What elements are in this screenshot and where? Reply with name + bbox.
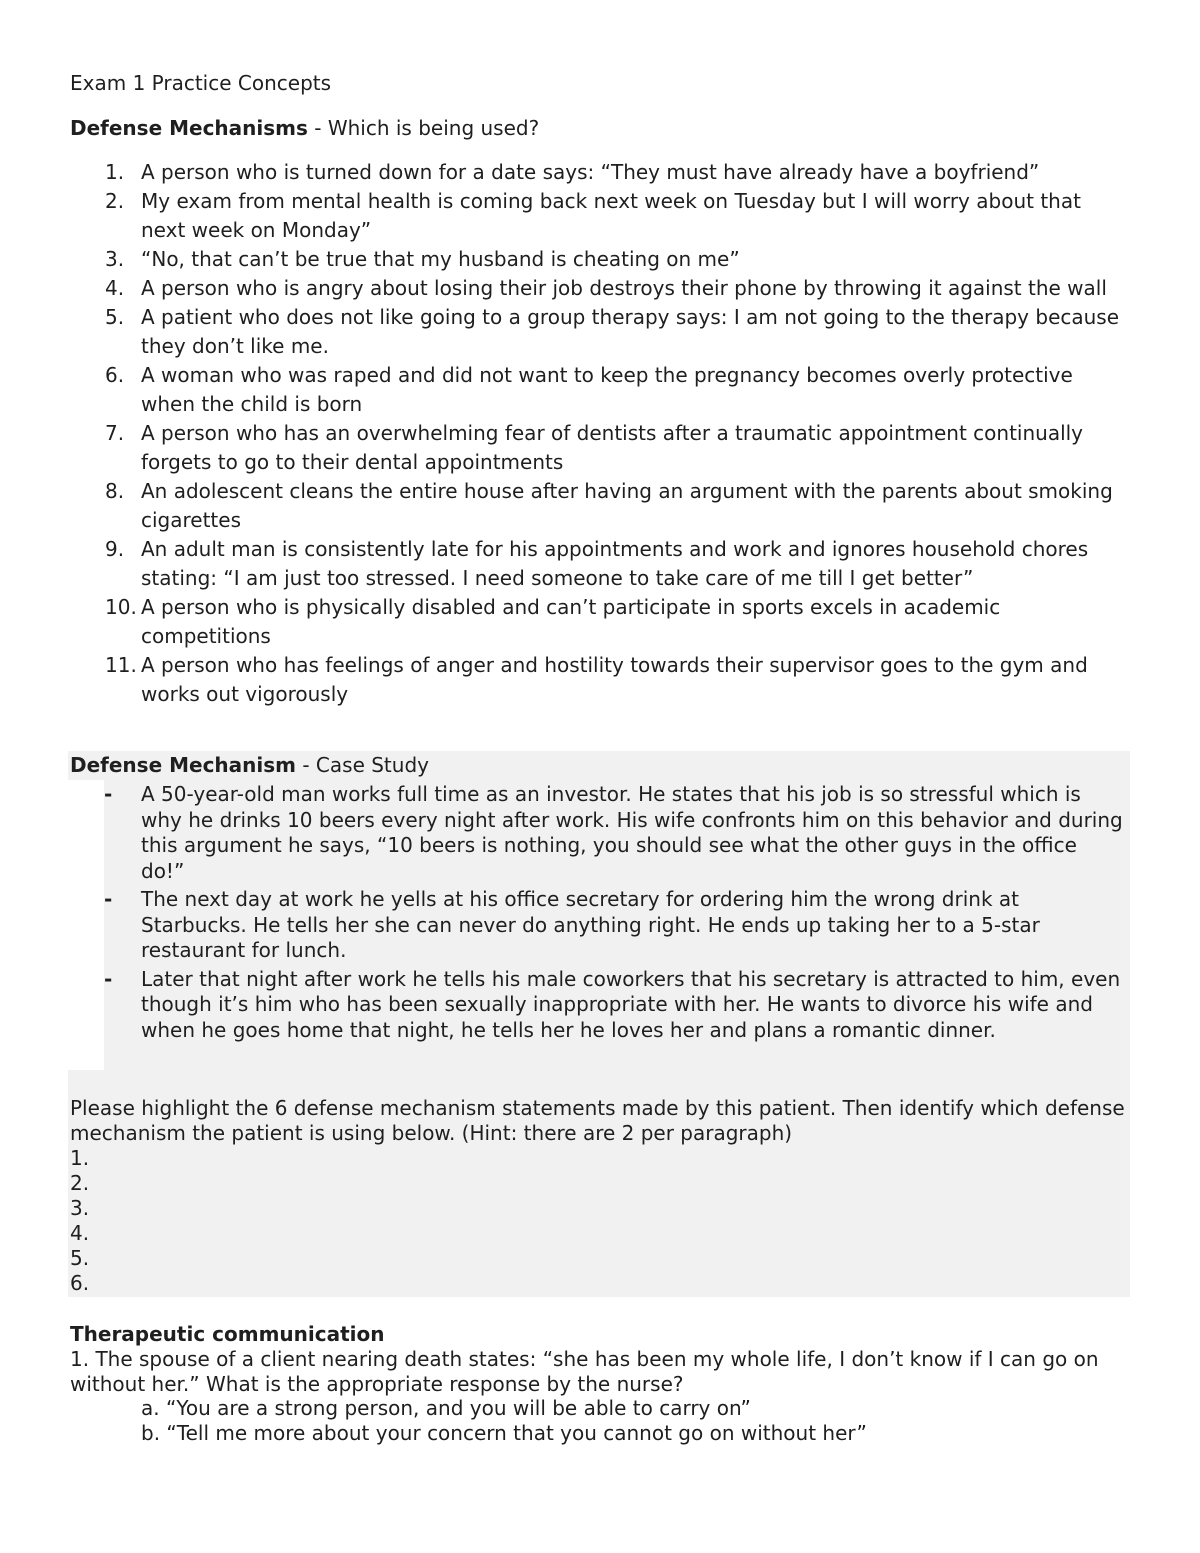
question-number: 9. xyxy=(105,537,125,561)
question-number: 6. xyxy=(105,363,125,387)
dash-bullet-icon: - xyxy=(104,966,113,991)
question-number: 10. xyxy=(105,595,137,619)
defense-mechanisms-heading xyxy=(70,115,539,141)
dash-bullet-icon: - xyxy=(104,782,113,806)
answer-line-number: 2. xyxy=(70,1171,90,1195)
defense-mechanisms-heading-subtitle: - Which is being used? xyxy=(307,116,540,140)
case-study-answer-list xyxy=(70,1146,89,1296)
case-study-instructions: Please highlight the 6 defense mechanism statements made by this patient. Then identify which defense mechanism the patient is using below. (Hint: there are 2 per paragraph) xyxy=(70,1096,1125,1145)
question-number: 7. xyxy=(105,421,125,445)
answer-option: a. “You are a strong person, and you will be able to carry on” xyxy=(141,1396,751,1420)
case-study-paragraph xyxy=(104,967,1124,1044)
question-text: A woman who was raped and did not want to keep the pregnancy becomes overly protective when the child is born xyxy=(141,363,1073,416)
answer-line-number: 6. xyxy=(70,1271,90,1295)
therapeutic-communication-question: 1. The spouse of a client nearing death states: “she has been my whole life, I don’t know if I can go on without her.” What is the appropriate response by the nurse? xyxy=(70,1347,1099,1396)
defense-mechanisms-question-list xyxy=(70,158,1130,709)
case-study-paragraph-text: The next day at work he yells at his office secretary for ordering him the wrong drink at Starbucks. He tells her she can never do anything right. He ends up taking her to a 5-star restaurant for lunch. xyxy=(141,887,1040,962)
question-number: 1. xyxy=(105,160,125,184)
question-number: 2. xyxy=(105,189,125,213)
question-text: An adolescent cleans the entire house after having an argument with the parents about smoking cigarettes xyxy=(141,479,1113,532)
question-number: 3. xyxy=(105,247,125,271)
dash-bullet-icon: - xyxy=(104,887,113,911)
therapeutic-communication-heading: Therapeutic communication xyxy=(70,1322,385,1346)
defense-mechanisms-heading-bold: Defense Mechanisms xyxy=(70,116,308,140)
case-study-paragraph-text: A 50-year-old man works full time as an investor. He states that his job is so stressful which is why he drinks 10 beers every night after work. His wife confronts him on this behavior and during this argument he says, “10 beers is nothing, you should see what the other guys in the office do!” xyxy=(141,782,1123,883)
answer-line-number: 4. xyxy=(70,1221,90,1245)
answer-option: b. “Tell me more about your concern that you cannot go on without her” xyxy=(141,1421,867,1445)
question-item xyxy=(70,419,1130,477)
question-item xyxy=(70,651,1130,709)
answer-line-number: 1. xyxy=(70,1146,90,1170)
case-study-paragraph-list xyxy=(104,782,1124,1046)
question-text: A patient who does not like going to a group therapy says: I am not going to the therapy because they don’t like me. xyxy=(141,305,1120,358)
question-item xyxy=(70,593,1130,651)
case-study-heading-bold: Defense Mechanism xyxy=(70,753,296,777)
question-number: 11. xyxy=(105,653,137,677)
case-study-heading-subtitle: - Case Study xyxy=(296,753,429,777)
question-text: A person who is physically disabled and can’t participate in sports excels in academic competitions xyxy=(141,595,1001,648)
question-text: An adult man is consistently late for his appointments and work and ignores household chores stating: “I am just too stressed. I need someone to take care of me till I get better” xyxy=(141,537,1089,590)
question-text: A person who has an overwhelming fear of dentists after a traumatic appointment continually forgets to go to their dental appointments xyxy=(141,421,1084,474)
case-study-heading xyxy=(70,752,429,778)
question-item xyxy=(70,477,1130,535)
answer-line-number: 3. xyxy=(70,1196,90,1220)
question-item xyxy=(70,158,1130,187)
question-number: 4. xyxy=(105,276,125,300)
question-text: “No, that can’t be true that my husband is cheating on me” xyxy=(141,247,740,271)
question-text: A person who is angry about losing their job destroys their phone by throwing it against the wall xyxy=(141,276,1107,300)
case-study-paragraph xyxy=(104,782,1124,884)
question-number: 8. xyxy=(105,479,125,503)
question-item xyxy=(70,187,1130,245)
answer-line-number: 5. xyxy=(70,1246,90,1270)
case-study-paragraph xyxy=(104,887,1124,964)
question-item xyxy=(70,535,1130,593)
question-number: 5. xyxy=(105,305,125,329)
question-item xyxy=(70,303,1130,361)
question-item xyxy=(70,274,1130,303)
question-text: A person who is turned down for a date says: “They must have already have a boyfriend” xyxy=(141,160,1040,184)
question-item xyxy=(70,245,1130,274)
case-study-paragraph-text: Later that night after work he tells his male coworkers that his secretary is attracted to him, even though it’s him who has been sexually inappropriate with her. He wants to divorce his wife and when he goes home that night, he tells her he loves her and plans a romantic dinner. xyxy=(141,966,1121,1042)
question-text: My exam from mental health is coming back next week on Tuesday but I will worry about that next week on Monday” xyxy=(141,189,1081,242)
therapeutic-communication-options xyxy=(141,1396,867,1446)
question-text: A person who has feelings of anger and hostility towards their supervisor goes to the gym and works out vigorously xyxy=(141,653,1088,706)
case-study-indent-margin xyxy=(68,780,104,1070)
document-title: Exam 1 Practice Concepts xyxy=(70,71,332,95)
question-item xyxy=(70,361,1130,419)
